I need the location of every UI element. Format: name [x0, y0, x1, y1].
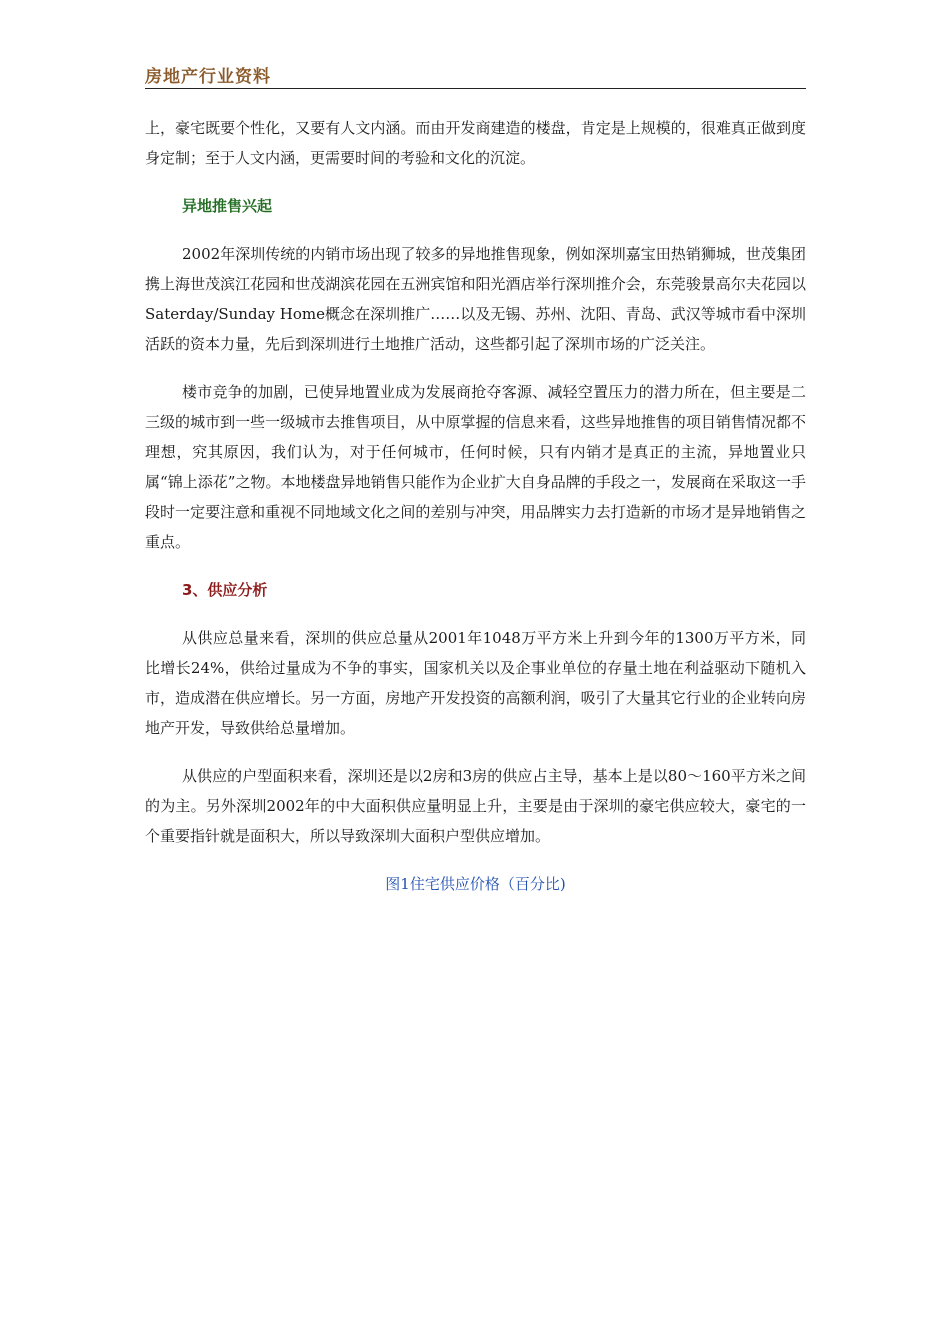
subheading-remote-sales: 异地推售兴起: [182, 197, 273, 215]
paragraph-remote-sales-2: 楼市竞争的加剧，已使异地置业成为发展商抢夺客源、减轻空置压力的潜力所在，但主要是二三级的城市到一些一级城市去推售项目，从中原掌握的信息来看，这些异地推售的项目销售情况都不理想，究其原因，我们认为，对于任何城市，任何时候，只有内销才是真正的主流，异地置业只属“锦上添花”之物。本地楼盘异地销售只能作为企业扩大自身品牌的手段之一，发展商在采取这一手段时一定要注意和重视不同地域文化之间的差别与冲突，用品牌实力去打造新的市场才是异地销售之重点。: [145, 383, 806, 551]
paragraph-supply-1: 从供应总量来看，深圳的供应总量从2001年1048万平方米上升到今年的1300万平方米，同比增长24%，供给过量成为不争的事实，国家机关以及企事业单位的存量土地在利益驱动下随机入市，造成潜在供应增长。另一方面，房地产开发投资的高额利润，吸引了大量其它行业的企业转向房地产开发，导致供给总量增加。: [145, 629, 806, 737]
header-title: 房地产行业资料: [145, 67, 271, 87]
section-heading-supply: 3、供应分析: [182, 581, 268, 599]
page-header: [145, 66, 806, 89]
figure-caption: 图1住宅供应价格（百分比): [385, 875, 566, 893]
paragraph-remote-sales-1: 2002年深圳传统的内销市场出现了较多的异地推售现象，例如深圳嘉宝田热销狮城，世茂集团携上海世茂滨江花园和世茂湖滨花园在五洲宾馆和阳光酒店举行深圳推介会，东莞骏景高尔夫花园以Saterday/Sunday Home概念在深圳推广……以及无锡、苏州、沈阳、青岛、武汉等城市看中深圳活跃的资本力量，先后到深圳进行土地推广活动，这些都引起了深圳市场的广泛关注。: [145, 245, 806, 353]
paragraph-continuation: 上，豪宅既要个性化，又要有人文内涵。而由开发商建造的楼盘，肯定是上规模的，很难真正做到度身定制；至于人文内涵，更需要时间的考验和文化的沉淀。: [145, 119, 806, 167]
paragraph-supply-2: 从供应的户型面积来看，深圳还是以2房和3房的供应占主导，基本上是以80～160平方米之间的为主。另外深圳2002年的中大面积供应量明显上升，主要是由于深圳的豪宅供应较大，豪宅的一个重要指针就是面积大，所以导致深圳大面积户型供应增加。: [145, 767, 806, 845]
document-body: [145, 113, 806, 899]
